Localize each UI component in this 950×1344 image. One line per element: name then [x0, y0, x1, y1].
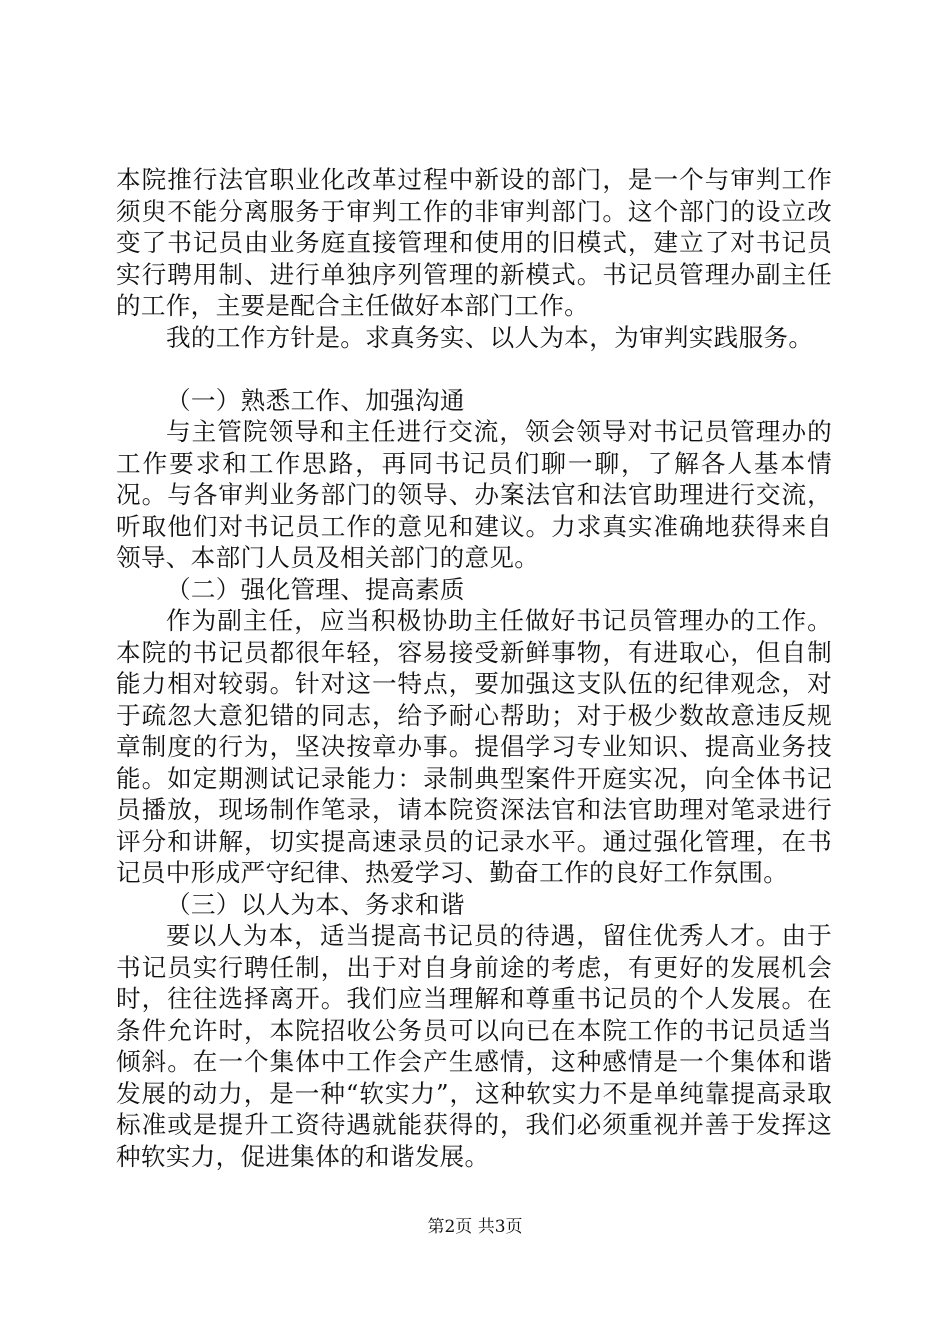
section-heading-3: （三）以人为本、务求和谐 [166, 889, 465, 919]
section-body-2: 作为副主任，应当积极协助主任做好书记员管理办的工作。本院的书记员都很年轻，容易接受新鲜事物，有进取心，但自制能力相对较弱。针对这一特点，要加强这支队伍的纪律观念，对于疏忽大意犯错的同志，给予耐心帮助；对于极少数故意违反规章制度的行为，坚决按章办事。提倡学习专业知识、提高业务技能。如定期测试记录能力：录制典型案件开庭实况，向全体书记员播放，现场制作笔录，请本院资深法官和法官助理对笔录进行评分和讲解，切实提高速录员的记录水平。通过强化管理，在书记员中形成严守纪律、热爱学习、勤奋工作的良好工作氛围。 [116, 606, 832, 887]
section-heading-1: （一）熟悉工作、加强沟通 [166, 385, 465, 415]
section-body-1: 与主管院领导和主任进行交流，领会领导对书记员管理办的工作要求和工作思路，再同书记员们聊一聊，了解各人基本情况。与各审判业务部门的领导、办案法官和法官助理进行交流，听取他们对书记员工作的意见和建议。力求真实准确地获得来自领导、本部门人员及相关部门的意见。 [116, 417, 832, 572]
document-body [116, 164, 832, 1172]
section-heading-2: （二）强化管理、提高素质 [166, 574, 465, 604]
paragraph-gap [116, 353, 832, 385]
intro-paragraph: 本院推行法官职业化改革过程中新设的部门，是一个与审判工作须臾不能分离服务于审判工作的非审判部门。这个部门的设立改变了书记员由业务庭直接管理和使用的旧模式，建立了对书记员实行聘用制、进行单独序列管理的新模式。书记员管理办副主任的工作，主要是配合主任做好本部门工作。 [116, 165, 832, 320]
policy-paragraph: 我的工作方针是。求真务实、以人为本，为审判实践服务。 [166, 322, 814, 352]
page-footer: 第2页 共3页 [427, 1217, 523, 1237]
section-body-3: 要以人为本，适当提高书记员的待遇，留住优秀人才。由于书记员实行聘任制，出于对自身前途的考虑，有更好的发展机会时，往往选择离开。我们应当理解和尊重书记员的个人发展。在条件允许时，本院招收公务员可以向已在本院工作的书记员适当倾斜。在一个集体中工作会产生感情，这种感情是一个集体和谐发展的动力，是一种“软实力”，这种软实力不是单纯靠提高录取标准或是提升工资待遇就能获得的，我们必须重视并善于发挥这种软实力，促进集体的和谐发展。 [116, 921, 832, 1171]
